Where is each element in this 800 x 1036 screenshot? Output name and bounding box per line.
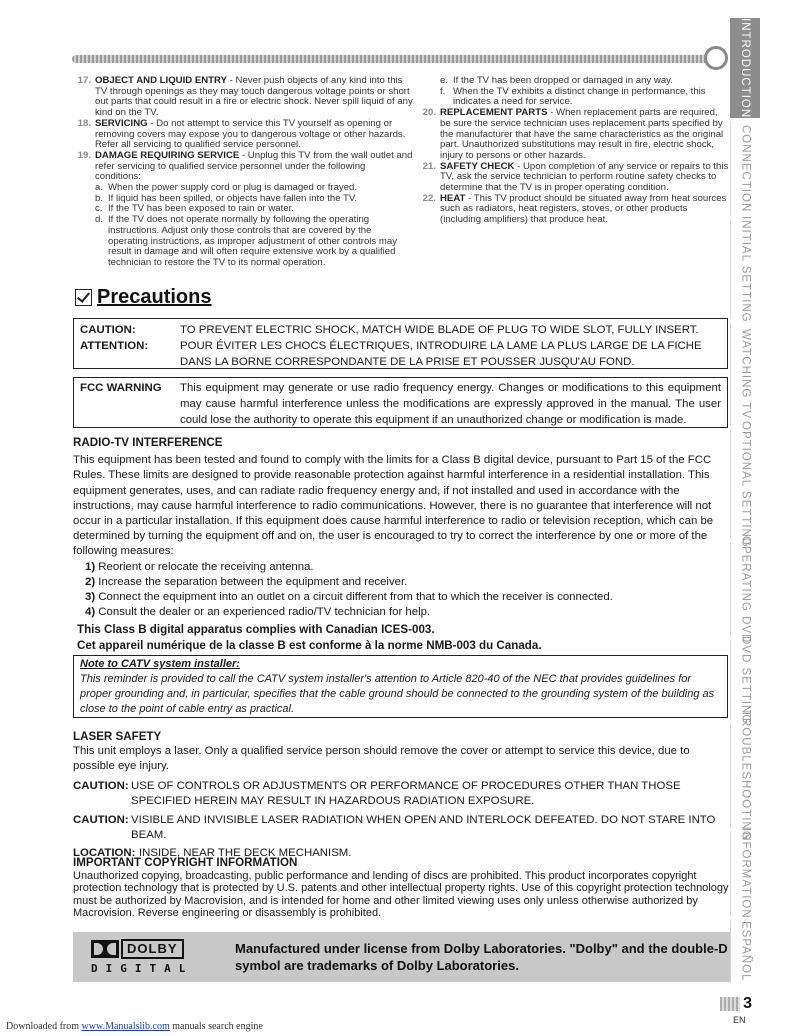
copyright-section xyxy=(73,857,733,920)
attention-label: ATTENTION: xyxy=(80,340,149,352)
laser-caution-1: CAUTION: USE OF CONTROLS OR ADJUSTMENTS OR PERFORMANCE OF PROCEDURES OTHER THAN THOSE SPECIFIED HEREIN MAY RESULT IN HAZARDOUS RADIATION EXPOSURE. xyxy=(73,779,681,807)
tab-watching-tv[interactable]: WATCHING TV xyxy=(730,322,760,426)
dolby-digital-logo: DOLBY DIGITAL xyxy=(91,941,194,975)
caution-label: CAUTION: xyxy=(80,324,136,336)
safety-list-left xyxy=(75,76,413,269)
page-bar xyxy=(720,997,740,1011)
section-heading: RADIO-TV INTERFERENCE xyxy=(73,436,223,449)
dolby-banner xyxy=(73,932,730,982)
section-title: Precautions xyxy=(97,286,212,308)
canada-english: This Class B digital apparatus complies with Canadian ICES-003. xyxy=(77,623,435,637)
list-item: 17. OBJECT AND LIQUID ENTRY - Never push objects of any kind into this TV through openings as they may touch dangerous voltage points or short out parts that could result in a fire or electric shock. Never spill liquid of any kind on the TV. xyxy=(77,75,413,119)
tab-information[interactable]: INFORMATION xyxy=(730,831,760,916)
fcc-text: This equipment may generate or use radio frequency energy. Changes or modifications to this equipment may cause harmful interference unless the modifications are expressly approved in the manual. The user could lose the authority to operate this equipment if an unauthorized change or modification is made. xyxy=(180,382,721,426)
tab-initial-setting[interactable]: INITIAL SETTING xyxy=(730,219,760,319)
paragraph: This unit employs a laser. Only a qualified service person should remove the cover or attempt to service this device, due to possible eye injury. xyxy=(73,745,690,773)
dolby-notice: Manufactured under license from Dolby Laboratories. "Dolby" and the double-D symbol are trademarks of Dolby Laboratories. xyxy=(235,941,728,973)
tab-optional-setting[interactable]: OPTIONAL SETTING xyxy=(730,429,760,539)
paragraph: This equipment has been tested and found to comply with the limits for a Class B digital device, pursuant to Part 15 of the FCC Rules. These limits are designed to provide reasonable protection against harmful interference in a residential installation. This equipment generates, uses, and can radiate radio frequency energy and, if not installed and used in accordance with the instructions, may cause harmful interference to radio communications. However, there is no guarantee that interference will not occur in a particular installation. If this equipment does cause harmful interference to radio or television reception, which can be determined by turning the equipment off and on, the user is encouraged to try to correct the interference by one or more of the following measures: xyxy=(73,454,714,558)
list-item: 22. HEAT - This TV product should be situated away from heat sources such as radiators, heat registers, stoves, or other products (including amplifiers) that produce heat. xyxy=(422,192,727,226)
sub-item: d. If the TV does not operate normally by following the operating instructions. Adjust only those controls that are covered by the operating instructions, as improper adjustment of other controls may result in damage and will often require extensive work by a qualified technician to restore the TV to its normal operation. xyxy=(95,214,398,268)
download-footer: Downloaded from www.Manualslib.com manuals search engine xyxy=(6,1021,263,1032)
attention-text: POUR ÉVITER LES CHOCS ÉLECTRIQUES, INTRODUIRE LA LAME LA PLUS LARGE DE LA FICHE DANS LA BORNE CORRESPONDANTE DE LA PRISE ET POUSSER JUSQU'AU FOND. xyxy=(180,340,702,368)
list-item: 4) Consult the dealer or an experienced radio/TV technician for help. xyxy=(85,606,431,619)
tab-troubleshooting[interactable]: TROUBLESHOOTING xyxy=(730,723,760,828)
fcc-label: FCC WARNING xyxy=(80,382,162,394)
language-code: EN xyxy=(733,1015,746,1025)
checkbox-icon xyxy=(75,289,92,306)
laser-location: LOCATION: INSIDE, NEAR THE DECK MECHANISM. xyxy=(73,847,352,860)
fcc-warning-box xyxy=(73,377,728,428)
tab-operating-dvd[interactable]: OPERATING DVD xyxy=(730,542,760,637)
page-number: 3 xyxy=(706,995,752,1013)
paragraph: Unauthorized copying, broadcasting, public performance and lending of discs are prohibited. This product incorporates copyright protection technology that is protected by U.S. patents and other intellectual property rights. Use of this copyright protection technology must be authorized by Macrovision, and is intended for home and other limited viewing uses only unless otherwise authorized by Macrovision. Reverse engineering or disassembly is prohibited. xyxy=(73,869,729,919)
laser-caution-2: CAUTION: VISIBLE AND INVISIBLE LASER RADIATION WHEN OPEN AND INTERLOCK DEFEATED. DO NOT STARE INTO BEAM. xyxy=(73,814,716,842)
list-item: 3) Connect the equipment into an outlet on a circuit different from that to which the receiver is connected. xyxy=(85,591,613,604)
double-d-icon xyxy=(91,940,119,958)
list-item: 1) Reorient or relocate the receiving antenna. xyxy=(85,560,314,573)
sub-item: b. If liquid has been spilled, or objects have fallen into the TV. xyxy=(95,192,358,204)
top-rule xyxy=(72,55,712,63)
tab-espanol[interactable]: ESPAÑOL xyxy=(730,919,760,983)
note-title: Note to CATV system installer: xyxy=(80,658,240,670)
list-item: 21. SAFETY CHECK - Upon completion of any service or repairs to this TV, ask the service technician to perform routine safety checks to determine that the TV is in proper operating condition. xyxy=(422,160,729,194)
catv-note-box xyxy=(73,655,728,718)
tab-connection[interactable]: CONNECTION xyxy=(730,121,760,216)
list-item: 20. REPLACEMENT PARTS - When replacement parts are required, be sure the service technician uses replacement parts specified by the manufacturer that have the same characteristics as the original part. Unauthorized substitutions may result in fire, electric shock, injury to persons or other hazards. xyxy=(422,107,724,161)
sub-item: e. If the TV has been dropped or damaged in any way. xyxy=(440,75,673,86)
caution-box xyxy=(73,318,728,369)
list-item: 19. DAMAGE REQUIRING SERVICE - Unplug this TV from the wall outlet and refer servicing to qualified service personnel under the following conditions: xyxy=(77,149,413,183)
note-text: This reminder is provided to call the CATV system installer's attention to Article 820-40 of the NEC that provides guidelines for proper grounding and, in particular, specifies that the cable ground should be connected to the grounding system of the building as close to the point of cable entry as practical. xyxy=(80,673,715,715)
section-heading: IMPORTANT COPYRIGHT INFORMATION xyxy=(73,856,298,869)
laser-safety-section xyxy=(73,729,733,862)
section-heading: LASER SAFETY xyxy=(73,730,162,743)
tab-dvd-setting[interactable]: DVD SETTING xyxy=(730,640,760,720)
section-tabs xyxy=(730,18,760,983)
sub-item: a. When the power supply cord or plug is damaged or frayed. xyxy=(95,182,358,194)
tab-introduction[interactable]: INTRODUCTION xyxy=(730,18,760,118)
radio-tv-section xyxy=(73,435,733,653)
list-item: 18. SERVICING - Do not attempt to service this TV yourself as opening or removing covers may expose you to dangerous voltage or other hazards. Refer all servicing to qualified service personnel. xyxy=(77,117,406,151)
caution-text: TO PREVENT ELECTRIC SHOCK, MATCH WIDE BLADE OF PLUG TO WIDE SLOT, FULLY INSERT. xyxy=(180,324,699,336)
canada-french: Cet appareil numérique de la classe B est conforme à la norme NMB-003 du Canada. xyxy=(77,638,542,652)
sub-item: c. If the TV has been exposed to rain or water. xyxy=(95,203,294,215)
manualslib-link[interactable]: www.Manualslib.com xyxy=(81,1021,170,1032)
top-rule-circle xyxy=(704,46,728,70)
sub-item: f. When the TV exhibits a distinct change in performance, this indicates a need for service. xyxy=(440,85,706,108)
list-item: 2) Increase the separation between the equipment and receiver. xyxy=(85,575,408,588)
precautions-heading xyxy=(75,286,211,309)
safety-list-right xyxy=(420,76,730,226)
